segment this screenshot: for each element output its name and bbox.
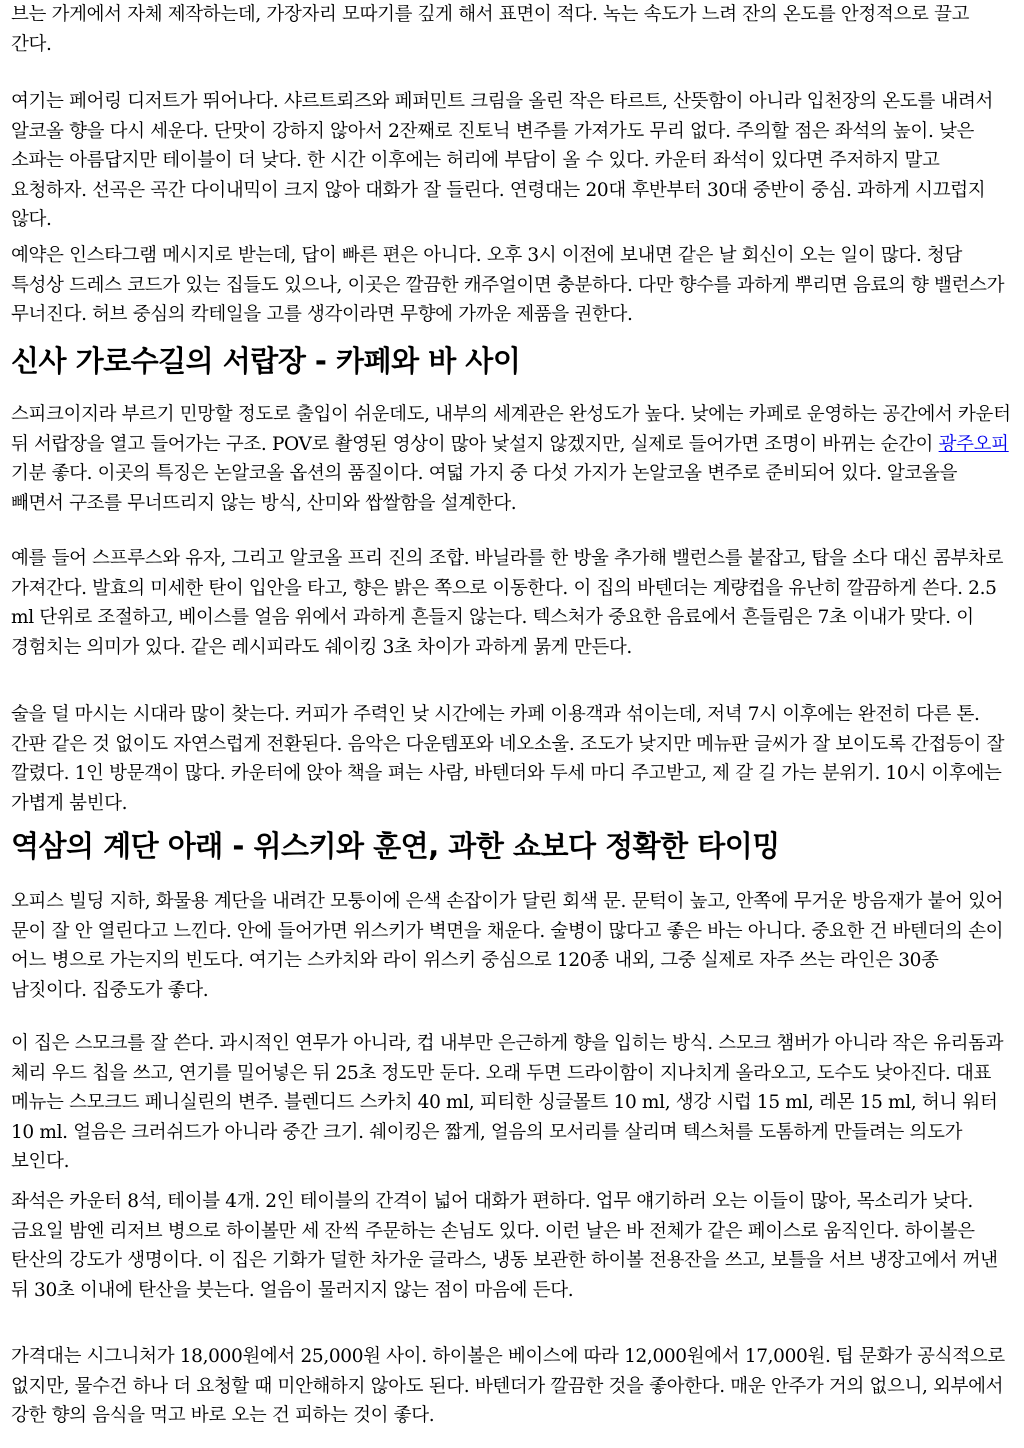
section-heading-sinsa: 신사 가로수길의 서랍장 - 카페와 바 사이 (11, 344, 521, 378)
paragraph-dessert-pairing: 여기는 페어링 디저트가 뛰어나다. 샤르트뢰즈와 페퍼민트 크림을 올린 작은 타르트, 산뜻함이 아니라 입천장의 온도를 내려서 알코올 향을 다시 세운다. 단맛이 강하지 않아서 2잔째로 진토닉 변주를 가져가도 무리 없다. 주의할 점은 좌석의 높이. 낮은 소파는 아름답지만 테이블이 더 낮다. 한 시간 이후에는 허리에 부담이 올 수 있다. 카운터 좌석이 있다면 주저하지 말고 요청하자. 선곡은 곡간 다이내믹이 크지 않아 대화가 잘 들린다. 연령대는 20대 후반부터 30대 중반이 중심. 과하게 시끄럽지 않다. (11, 91, 994, 231)
paragraph-pricing: 가격대는 시그니처가 18,000원에서 25,000원 사이. 하이볼은 베이스에 따라 12,000원에서 17,000원. 팁 문화가 공식적으로 없지만, 물수건 하나 더 요청할 때 미안해하지 않아도 된다. 바텐더가 깔끔한 것을 좋아한다. 매운 안주가 거의 없으니, 외부에서 강한 향의 음식을 먹고 바로 오는 건 피하는 것이 좋다. (11, 1346, 1005, 1427)
paragraph-reservation: 예약은 인스타그램 메시지로 받는데, 답이 빠른 편은 아니다. 오후 3시 이전에 보내면 같은 날 회신이 오는 일이 많다. 청담 특성상 드레스 코드가 있는 집들도 있으나, 이곳은 깔끔한 캐주얼이면 충분하다. 다만 향수를 과하게 뿌리면 음료의 향 밸런스가 무너진다. 허브 중심의 칵테일을 고를 생각이라면 무향에 가까운 제품을 권한다. (11, 245, 1005, 326)
inline-link[interactable]: 광주오피 (938, 433, 1009, 455)
paragraph-text: 기분 좋다. 이곳의 특징은 논알코올 옵션의 품질이다. 여덟 가지 중 다섯 가지가 논알코올 변주로 준비되어 있다. 알코올을 빼면서 구조를 무너뜨리지 않는 방식, 산미와 쌉쌀함을 설계한다. (11, 463, 958, 514)
paragraph-smoke: 이 집은 스모크를 잘 쓴다. 과시적인 연무가 아니라, 컵 내부만 은근하게 향을 입히는 방식. 스모크 챔버가 아니라 작은 유리돔과 체리 우드 칩을 쓰고, 연기를 밀어넣은 뒤 25초 정도만 둔다. 오래 두면 드라이함이 지나치게 올라오고, 도수도 낮아진다. 대표 메뉴는 스모크드 페니실린의 변주. 블렌디드 스카치 40 ml, 피티한 싱글몰트 10 ml, 생강 시럽 15 ml, 레몬 15 ml, 허니 워터 10 ml. 얼음은 크러쉬드가 아니라 중간 크기. 쉐이킹은 짧게, 얼음의 모서리를 살리며 텍스처를 도톰하게 만들려는 의도가 보인다. (11, 1033, 1004, 1173)
paragraph-yeoksam-intro: 오피스 빌딩 지하, 화물용 계단을 내려간 모퉁이에 은색 손잡이가 달린 회색 문. 문턱이 높고, 안쪽에 무거운 방음재가 붙어 있어 문이 잘 안 열린다고 느낀다. 안에 들어가면 위스키가 벽면을 채운다. 술병이 많다고 좋은 바는 아니다. 중요한 건 바텐더의 손이 어느 병으로 가는지의 빈도다. 여기는 스카치와 라이 위스키 중심으로 120종 내외, 그중 실제로 자주 쓰는 라인은 30종 남짓이다. 집중도가 좋다. (11, 891, 1004, 1001)
paragraph-ice: 브는 가게에서 자체 제작하는데, 가장자리 모따기를 깊게 해서 표면이 적다. 녹는 속도가 느려 잔의 온도를 안정적으로 끌고 간다. (11, 4, 970, 55)
paragraph-seating: 좌석은 카운터 8석, 테이블 4개. 2인 테이블의 간격이 넓어 대화가 편하다. 업무 얘기하러 오는 이들이 많아, 목소리가 낮다. 금요일 밤엔 리저브 병으로 하이볼만 세 잔씩 주문하는 손님도 있다. 이런 날은 바 전체가 같은 페이스로 움직인다. 하이볼은 탄산의 강도가 생명이다. 이 집은 기화가 덜한 차가운 글라스, 냉동 보관한 하이볼 전용잔을 쓰고, 보틀을 서브 냉장고에서 꺼낸 뒤 30초 이내에 탄산을 붓는다. 얼음이 물러지지 않는 점이 마음에 든다. (11, 1191, 998, 1301)
section-heading-yeoksam: 역삼의 계단 아래 - 위스키와 훈연, 과한 쇼보다 정확한 타이밍 (11, 829, 780, 863)
paragraph-sinsa-intro (11, 400, 1011, 518)
paragraph-text: 스피크이지라 부르기 민망할 정도로 출입이 쉬운데도, 내부의 세계관은 완성도가 높다. 낮에는 카페로 운영하는 공간에서 카운터 뒤 서랍장을 열고 들어가는 구조. POV로 촬영된 영상이 많아 낯설지 않겠지만, 실제로 들어가면 조명이 바뀌는 순간이 (11, 404, 1011, 455)
paragraph-non-alcoholic: 예를 들어 스프루스와 유자, 그리고 알코올 프리 진의 조합. 바닐라를 한 방울 추가해 밸런스를 붙잡고, 탑을 소다 대신 콤부차로 가져간다. 발효의 미세한 탄이 입안을 타고, 향은 밝은 쪽으로 이동한다. 이 집의 바텐더는 계량컵을 유난히 깔끔하게 쓴다. 2.5 ml 단위로 조절하고, 베이스를 얼음 위에서 과하게 흔들지 않는다. 텍스처가 중요한 음료에서 흔들림은 7초 이내가 맞다. 이 경험치는 의미가 있다. 같은 레시피라도 쉐이킹 3초 차이가 과하게 묽게 만든다. (11, 548, 1004, 658)
paragraph-atmosphere: 술을 덜 마시는 시대라 많이 찾는다. 커피가 주력인 낮 시간에는 카페 이용객과 섞이는데, 저녁 7시 이후에는 완전히 다른 톤. 간판 같은 것 없이도 자연스럽게 전환된다. 음악은 다운템포와 네오소울. 조도가 낮지만 메뉴판 글씨가 잘 보이도록 간접등이 잘 깔렸다. 1인 방문객이 많다. 카운터에 앉아 책을 펴는 사람, 바텐더와 두세 마디 주고받고, 제 갈 길 가는 분위기. 10시 이후에는 가볍게 붐빈다. (11, 704, 1005, 814)
